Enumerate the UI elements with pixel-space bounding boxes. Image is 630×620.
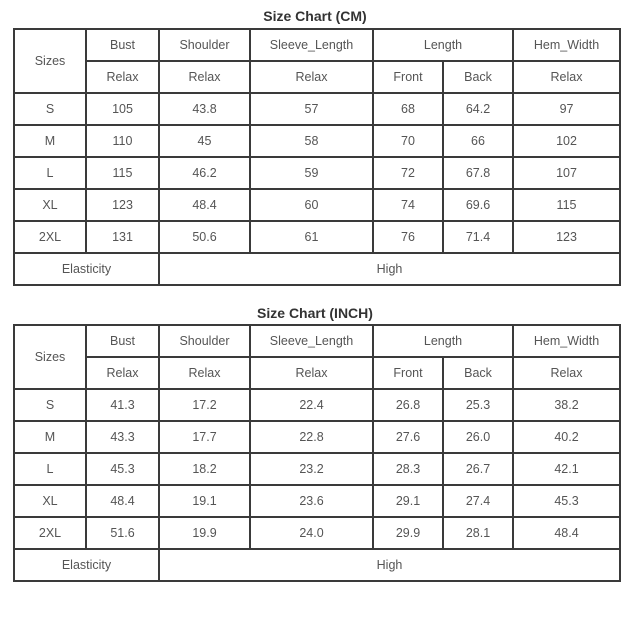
size-chart-cm-title: Size Chart (CM)	[263, 8, 367, 24]
bust-cell: 123	[86, 189, 159, 221]
back-cell: 26.0	[443, 421, 513, 453]
size-chart-inch-title: Size Chart (INCH)	[257, 305, 373, 321]
table-row	[14, 485, 620, 517]
shoulder-cell: 46.2	[159, 157, 250, 189]
bust-cell: 45.3	[86, 453, 159, 485]
shoulder-cell: 19.9	[159, 517, 250, 549]
back-cell: 26.7	[443, 453, 513, 485]
subheader-length-front: Front	[373, 357, 443, 389]
elasticity-value: High	[159, 253, 620, 285]
back-cell: 71.4	[443, 221, 513, 253]
hem-cell: 107	[513, 157, 620, 189]
bust-cell: 105	[86, 93, 159, 125]
shoulder-cell: 43.8	[159, 93, 250, 125]
subheader-row	[14, 357, 620, 389]
elasticity-row	[14, 253, 620, 285]
sleeve-cell: 22.8	[250, 421, 373, 453]
subheader-row	[14, 61, 620, 93]
subheader-sleeve-relax: Relax	[250, 357, 373, 389]
bust-cell: 48.4	[86, 485, 159, 517]
size-cell: 2XL	[14, 221, 86, 253]
header-shoulder: Shoulder	[159, 325, 250, 357]
hem-cell: 45.3	[513, 485, 620, 517]
subheader-hem-relax: Relax	[513, 61, 620, 93]
shoulder-cell: 45	[159, 125, 250, 157]
size-chart-cm-table	[13, 28, 621, 286]
hem-cell: 123	[513, 221, 620, 253]
hem-cell: 38.2	[513, 389, 620, 421]
elasticity-row	[14, 549, 620, 581]
table-row	[14, 421, 620, 453]
sleeve-cell: 22.4	[250, 389, 373, 421]
header-shoulder: Shoulder	[159, 29, 250, 61]
header-sizes: Sizes	[14, 29, 86, 93]
sleeve-cell: 59	[250, 157, 373, 189]
sleeve-cell: 58	[250, 125, 373, 157]
header-length: Length	[373, 325, 513, 357]
size-cell: L	[14, 453, 86, 485]
bust-cell: 51.6	[86, 517, 159, 549]
back-cell: 25.3	[443, 389, 513, 421]
shoulder-cell: 48.4	[159, 189, 250, 221]
subheader-shoulder-relax: Relax	[159, 357, 250, 389]
header-sizes: Sizes	[14, 325, 86, 389]
size-cell: XL	[14, 485, 86, 517]
hem-cell: 102	[513, 125, 620, 157]
subheader-length-front: Front	[373, 61, 443, 93]
front-cell: 76	[373, 221, 443, 253]
hem-cell: 48.4	[513, 517, 620, 549]
front-cell: 74	[373, 189, 443, 221]
front-cell: 27.6	[373, 421, 443, 453]
front-cell: 28.3	[373, 453, 443, 485]
table-row	[14, 157, 620, 189]
header-hem-width: Hem_Width	[513, 29, 620, 61]
size-cell: L	[14, 157, 86, 189]
hem-cell: 40.2	[513, 421, 620, 453]
front-cell: 26.8	[373, 389, 443, 421]
size-cell: XL	[14, 189, 86, 221]
subheader-length-back: Back	[443, 61, 513, 93]
table-row	[14, 453, 620, 485]
sleeve-cell: 60	[250, 189, 373, 221]
elasticity-label: Elasticity	[14, 549, 159, 581]
front-cell: 29.1	[373, 485, 443, 517]
subheader-bust-relax: Relax	[86, 357, 159, 389]
bust-cell: 110	[86, 125, 159, 157]
table-row	[14, 93, 620, 125]
sleeve-cell: 23.6	[250, 485, 373, 517]
size-cell: 2XL	[14, 517, 86, 549]
back-cell: 64.2	[443, 93, 513, 125]
table-row	[14, 189, 620, 221]
header-bust: Bust	[86, 325, 159, 357]
hem-cell: 115	[513, 189, 620, 221]
header-bust: Bust	[86, 29, 159, 61]
subheader-hem-relax: Relax	[513, 357, 620, 389]
size-cell: M	[14, 421, 86, 453]
header-row	[14, 325, 620, 357]
subheader-shoulder-relax: Relax	[159, 61, 250, 93]
bust-cell: 43.3	[86, 421, 159, 453]
hem-cell: 97	[513, 93, 620, 125]
sleeve-cell: 24.0	[250, 517, 373, 549]
back-cell: 69.6	[443, 189, 513, 221]
table-row	[14, 389, 620, 421]
front-cell: 29.9	[373, 517, 443, 549]
front-cell: 72	[373, 157, 443, 189]
header-sleeve-length: Sleeve_Length	[250, 29, 373, 61]
sleeve-cell: 57	[250, 93, 373, 125]
table-row	[14, 125, 620, 157]
hem-cell: 42.1	[513, 453, 620, 485]
bust-cell: 115	[86, 157, 159, 189]
front-cell: 70	[373, 125, 443, 157]
front-cell: 68	[373, 93, 443, 125]
back-cell: 28.1	[443, 517, 513, 549]
bust-cell: 131	[86, 221, 159, 253]
header-length: Length	[373, 29, 513, 61]
size-cell: S	[14, 93, 86, 125]
sleeve-cell: 61	[250, 221, 373, 253]
elasticity-label: Elasticity	[14, 253, 159, 285]
shoulder-cell: 50.6	[159, 221, 250, 253]
shoulder-cell: 19.1	[159, 485, 250, 517]
bust-cell: 41.3	[86, 389, 159, 421]
subheader-length-back: Back	[443, 357, 513, 389]
shoulder-cell: 18.2	[159, 453, 250, 485]
elasticity-value: High	[159, 549, 620, 581]
sleeve-cell: 23.2	[250, 453, 373, 485]
subheader-sleeve-relax: Relax	[250, 61, 373, 93]
header-row	[14, 29, 620, 61]
size-cell: S	[14, 389, 86, 421]
table-row	[14, 517, 620, 549]
size-chart-inch-table	[13, 324, 621, 582]
table-row	[14, 221, 620, 253]
header-hem-width: Hem_Width	[513, 325, 620, 357]
back-cell: 66	[443, 125, 513, 157]
back-cell: 27.4	[443, 485, 513, 517]
subheader-bust-relax: Relax	[86, 61, 159, 93]
size-cell: M	[14, 125, 86, 157]
shoulder-cell: 17.2	[159, 389, 250, 421]
shoulder-cell: 17.7	[159, 421, 250, 453]
header-sleeve-length: Sleeve_Length	[250, 325, 373, 357]
back-cell: 67.8	[443, 157, 513, 189]
